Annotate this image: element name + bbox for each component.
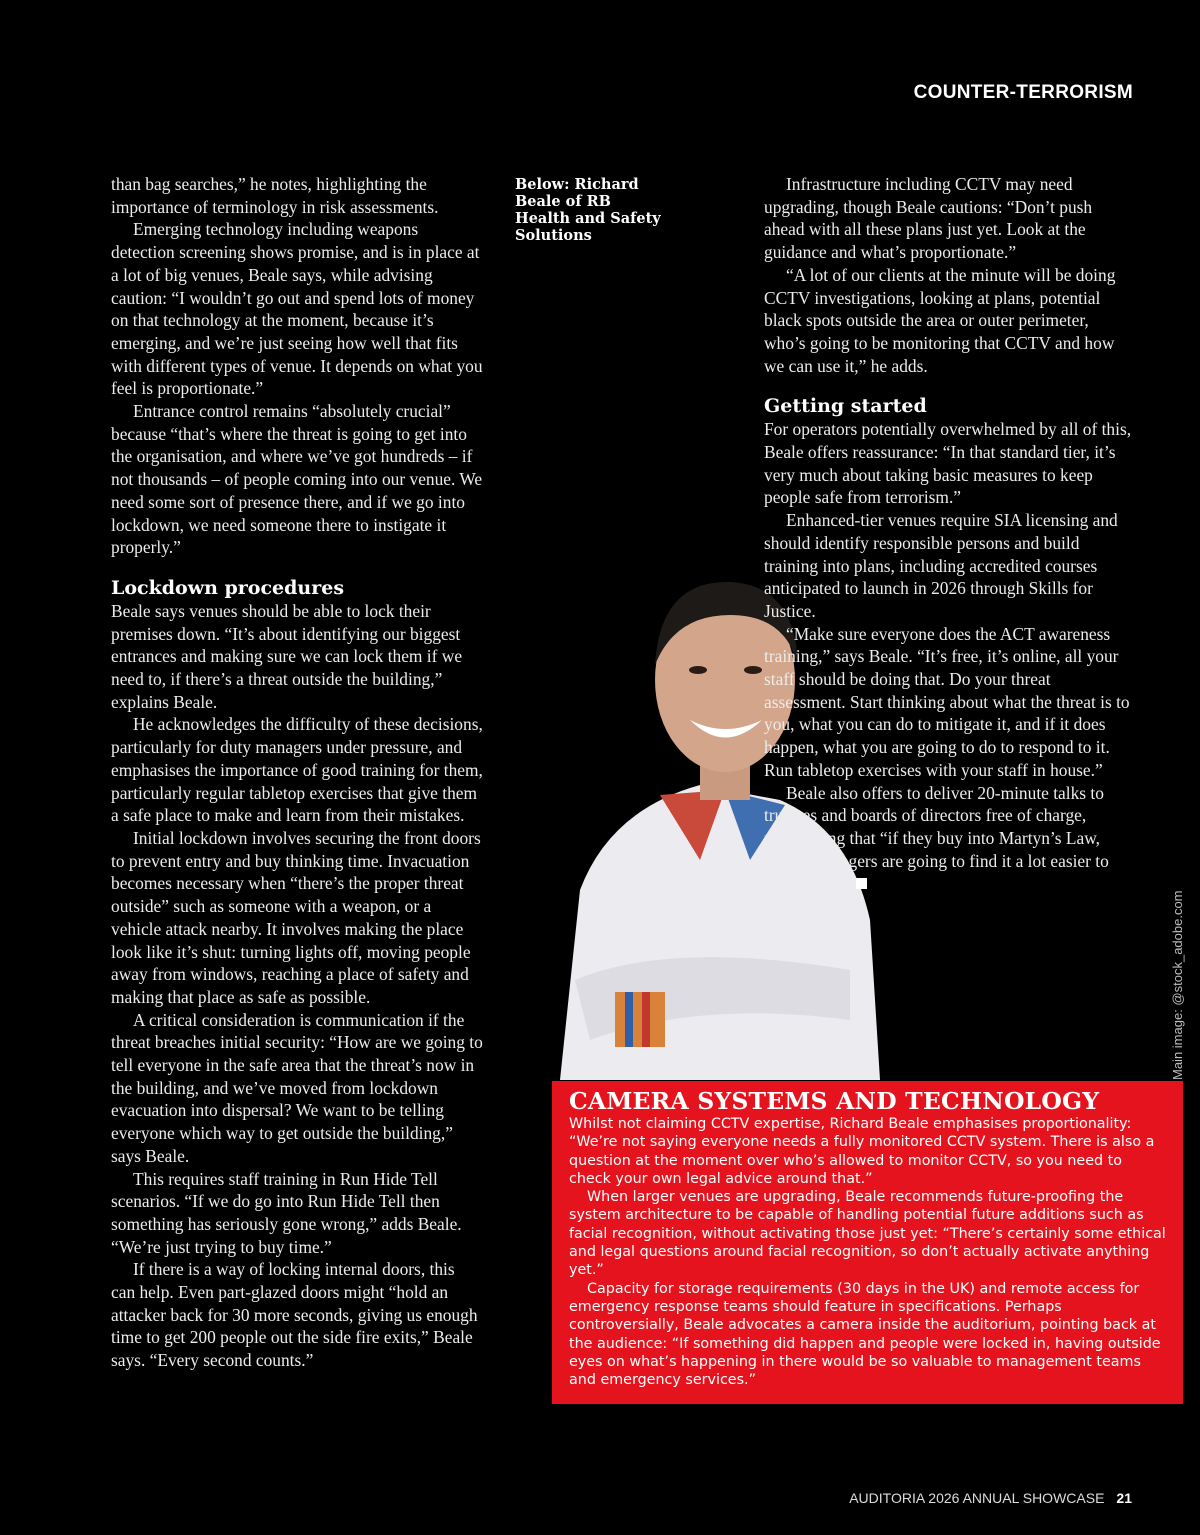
body-paragraph: “A lot of our clients at the minute will be doing CCTV investigations, looking at plans, potential black spots outside the area or outer perimeter, who’s going to be monitoring that CCTV and how we can use it,” he adds. bbox=[764, 264, 1116, 376]
final-paragraph-text: Beale also offers to deliver 20-minute talks to trustees and boards of directors free of charge, recognising that “if they buy into Martyn’s Law, senior managers are going to find it a lot easier to implement”. bbox=[764, 782, 1109, 894]
boxout-paragraph: When larger venues are upgrading, Beale recommends future-proofing the system architecture to be capable of handling potential future additions such as facial recognition, without activating those just yet: “There’s certainly some ethical and legal questions around facial recognition, so don’t actually activate anything yet.” bbox=[569, 1189, 1166, 1279]
body-paragraph: A critical consideration is communication if the threat breaches initial security: “How are we going to tell everyone in the safe area that the threat’s now in the building, and we’ve moved from lockdown evacuation into dispersal? We want to be telling everyone which way to get outside the building,” says Beale. bbox=[111, 1009, 483, 1166]
body-paragraph: For operators potentially overwhelmed by all of this, Beale offers reassurance: “In that standard tier, it’s very much about taking basic measures to keep people safe from terrorism.” bbox=[764, 419, 1132, 508]
boxout-paragraph: Whilst not claiming CCTV expertise, Richard Beale emphasises proportionality: “We’re not saying everyone needs a fully monitored CCTV system. There is also a question at the moment over who’s allowed to monitor CCTV, so you need to check your own legal advice around that.” bbox=[569, 1116, 1155, 1187]
subheading-getting-started: Getting started bbox=[764, 395, 927, 418]
boxout-paragraph: Capacity for storage requirements (30 days in the UK) and remote access for emergency response teams should feature in specifications. Perhaps controversially, Beale advocates a camera inside the auditorium, pointing back at the audience: “If something did happen and people were locked in, having outside eyes on what’s happening in there would be so valuable to management teams and emergency services.” bbox=[569, 1280, 1161, 1389]
photo-caption: Below: Richard Beale of RB Health and Safety Solutions bbox=[515, 176, 661, 244]
boxout-camera-systems bbox=[552, 1081, 1183, 1404]
body-paragraph: He acknowledges the difficulty of these decisions, particularly for duty managers under pressure, and emphasises the importance of good training for them, particularly regular tabletop exercises that give them a safe place to make and learn from their mistakes. bbox=[111, 714, 483, 826]
subheading-lockdown: Lockdown procedures bbox=[111, 576, 345, 599]
body-paragraph: If there is a way of locking internal doors, this can help. Even part-glazed doors might “hold an attacker back for 30 more seconds, giving us enough time to get 200 people out the side fire exits,” Beale says. “Every second counts.” bbox=[111, 1259, 478, 1371]
image-credit: Main image: @stock_adobe.com bbox=[1170, 890, 1185, 1080]
page-footer bbox=[849, 1490, 1132, 1506]
section-tag: COUNTER-TERRORISM bbox=[913, 82, 1133, 103]
article-right-column bbox=[764, 173, 1134, 895]
publication-name: AUDITORIA 2026 ANNUAL SHOWCASE bbox=[849, 1490, 1105, 1506]
body-paragraph: Emerging technology including weapons detection screening shows promise, and is in place at a lot of big venues, Beale says, while advising caution: “I wouldn’t go out and spend lots of money on that technology at the moment, because it’s emerging, and we’re just seeing how well that fits with different types of venue. It depends on what you feel is proportionate.” bbox=[111, 219, 483, 399]
end-mark-icon bbox=[856, 878, 867, 889]
body-paragraph: “Make sure everyone does the ACT awareness training,” says Beale. “It’s free, it’s online, all your staff should be doing that. Do your threat assessment. Start thinking about what the threat is to you, what you can do to mitigate it, and if it does happen, what you are going to do to respond to it. Run tabletop exercises with your staff in house.” bbox=[764, 623, 1130, 780]
body-paragraph: Initial lockdown involves securing the front doors to prevent entry and buy thinking time. Invacuation becomes necessary when “there’s the proper threat outside” such as someone with a weapon, or a vehicle attack nearby. It involves making the place look like it’s shut: turning lights off, moving people away from windows, reaching a place of safety and making that place as safe as possible. bbox=[111, 827, 481, 1007]
article-left-column bbox=[111, 173, 483, 1372]
body-paragraph: Entrance control remains “absolutely crucial” because “that’s where the threat is going to get into the organisation, and where we’ve got hundreds – if not thousands – of people coming into our venue. We need some sort of presence there, and if we go into lockdown, we need someone there to instigate it properly.” bbox=[111, 401, 483, 558]
page-number: 21 bbox=[1116, 1490, 1132, 1506]
boxout-title: CAMERA SYSTEMS AND TECHNOLOGY bbox=[569, 1087, 1100, 1115]
body-paragraph bbox=[764, 782, 1134, 896]
body-paragraph: Beale says venues should be able to lock their premises down. “It’s about identifying our biggest entrances and making sure we can lock them if we need to, if there’s a threat outside the building,” explains Beale. bbox=[111, 600, 463, 712]
body-paragraph: than bag searches,” he notes, highlighting the importance of terminology in risk assessments. bbox=[111, 174, 439, 217]
body-paragraph: This requires staff training in Run Hide Tell scenarios. “If we do go into Run Hide Tell then something has seriously gone wrong,” adds Beale. “We’re just trying to buy time.” bbox=[111, 1168, 462, 1257]
body-paragraph: Enhanced-tier venues require SIA licensing and should identify responsible persons and build training into plans, including accredited courses anticipated to launch in 2026 through Skills for Justice. bbox=[764, 510, 1118, 621]
body-paragraph: Infrastructure including CCTV may need upgrading, though Beale cautions: “Don’t push ahead with all these plans just yet. Look at the guidance and what’s proportionate.” bbox=[764, 174, 1093, 263]
